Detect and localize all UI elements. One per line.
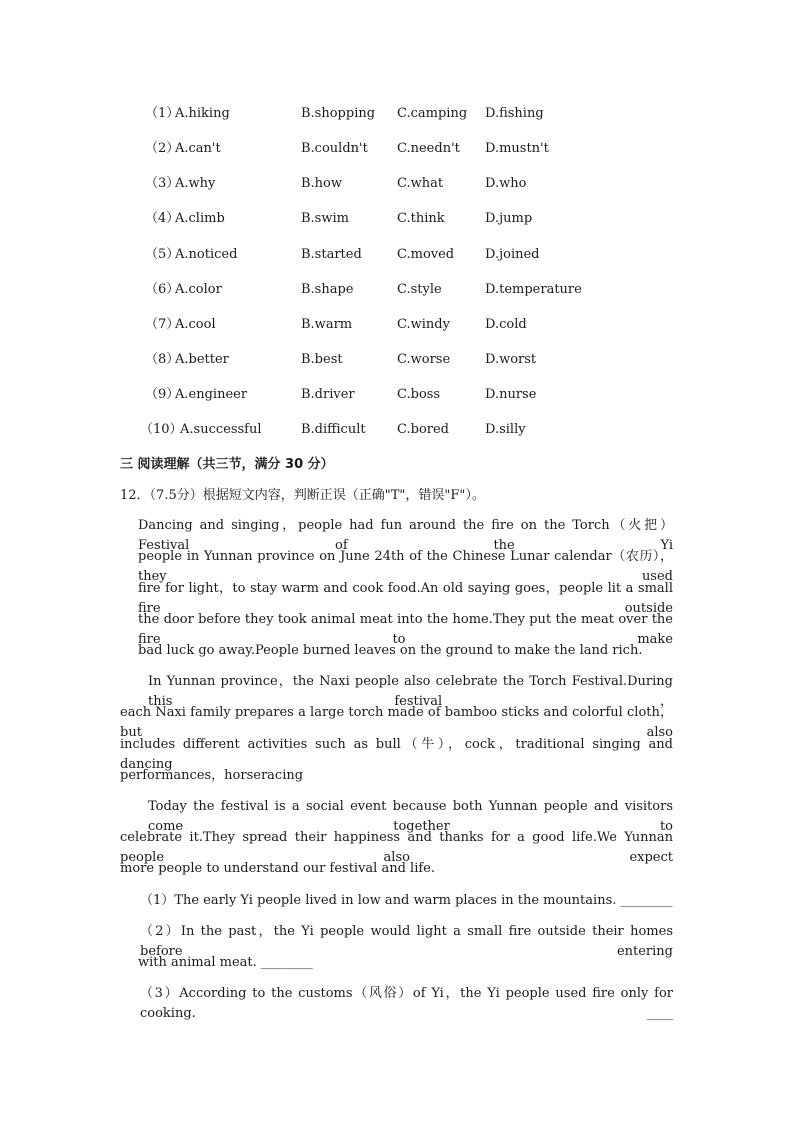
option-d: D.who xyxy=(485,176,527,191)
passage-line: Today the festival is a social event because both Yunnan people and visitors come together to xyxy=(148,799,673,834)
option-row xyxy=(0,209,794,229)
passage-line: Dancing and singing，people had fun around the fire on the Torch（火把）Festival of the Yi xyxy=(138,518,673,553)
option-b: B.started xyxy=(301,247,362,262)
question-item: （3）According to the customs（风俗）of Yi，the Yi people used fire only for cooking. ____ xyxy=(140,986,673,1021)
option-row xyxy=(0,350,794,370)
option-b: B.swim xyxy=(301,211,349,226)
passage-line: bad luck go away.People burned leaves on the ground to make the land rich. xyxy=(138,643,643,658)
option-c: C.camping xyxy=(397,106,468,121)
section-heading: 三 阅读理解（共三节，满分 30 分） xyxy=(120,457,334,472)
question-item-continued: with animal meat. ________ xyxy=(138,955,313,970)
option-row xyxy=(0,280,794,300)
passage-line: people in Yunnan province on June 24th of the Chinese Lunar calendar（农历），they used xyxy=(138,549,673,584)
option-c: C.style xyxy=(397,282,442,297)
option-row xyxy=(0,315,794,335)
option-c: C.think xyxy=(397,211,445,226)
passage-line: In Yunnan province，the Naxi people also celebrate the Torch Festival.During this festival， xyxy=(148,674,673,709)
option-d: D.temperature xyxy=(485,282,582,297)
passage-line: each Naxi family prepares a large torch made of bamboo sticks and colorful cloth，but also xyxy=(120,705,673,740)
option-d: D.joined xyxy=(485,247,540,262)
option-d: D.jump xyxy=(485,211,533,226)
option-number: （3） xyxy=(145,176,180,191)
option-row xyxy=(0,174,794,194)
option-d: D.nurse xyxy=(485,387,537,402)
option-number: （10） xyxy=(140,422,183,437)
passage-line: performances，horseracing xyxy=(120,768,304,783)
option-row xyxy=(0,139,794,159)
question-header: 12．（7.5分）根据短文内容，判断正误（正确"T"，错误"F"）。 xyxy=(120,488,485,503)
option-b: B.shape xyxy=(301,282,354,297)
option-b: B.how xyxy=(301,176,343,191)
passage-line: includes different activities such as bull（牛），cock，traditional singing and dancing xyxy=(120,737,673,772)
option-c: C.moved xyxy=(397,247,455,262)
option-a: A.cool xyxy=(175,317,216,332)
option-a: A.climb xyxy=(175,211,225,226)
option-a: A.better xyxy=(175,352,229,367)
option-b: B.couldn't xyxy=(301,141,368,156)
option-number: （5） xyxy=(145,247,180,262)
option-number: （7） xyxy=(145,317,180,332)
option-number: （2） xyxy=(145,141,180,156)
question-item: （2）In the past，the Yi people would light a small fire outside their homes before entering xyxy=(140,924,673,959)
passage-line: fire for light，to stay warm and cook food.An old saying goes，people lit a small fire outside xyxy=(138,581,673,616)
option-d: D.mustn't xyxy=(485,141,549,156)
option-b: B.warm xyxy=(301,317,353,332)
option-b: B.shopping xyxy=(301,106,376,121)
option-row xyxy=(0,385,794,405)
option-a: A.successful xyxy=(180,422,262,437)
option-a: A.hiking xyxy=(175,106,230,121)
option-d: D.cold xyxy=(485,317,527,332)
option-a: A.why xyxy=(175,176,216,191)
option-d: D.worst xyxy=(485,352,537,367)
option-number: （8） xyxy=(145,352,180,367)
passage-line: more people to understand our festival and life. xyxy=(120,861,435,876)
option-b: B.driver xyxy=(301,387,355,402)
option-row xyxy=(0,245,794,265)
option-c: C.needn't xyxy=(397,141,460,156)
option-number: （4） xyxy=(145,211,180,226)
option-number: （9） xyxy=(145,387,180,402)
option-number: （1） xyxy=(145,106,180,121)
option-a: A.color xyxy=(175,282,222,297)
option-a: A.noticed xyxy=(175,247,238,262)
option-b: B.best xyxy=(301,352,343,367)
option-c: C.what xyxy=(397,176,444,191)
option-c: C.worse xyxy=(397,352,451,367)
option-b: B.difficult xyxy=(301,422,366,437)
option-row xyxy=(0,104,794,124)
option-c: C.windy xyxy=(397,317,450,332)
option-c: C.bored xyxy=(397,422,449,437)
question-item: （1）The early Yi people lived in low and warm places in the mountains. ________ xyxy=(140,893,673,908)
option-row xyxy=(0,420,794,440)
passage-line: celebrate it.They spread their happiness and thanks for a good life.We Yunnan people also expect xyxy=(120,830,673,865)
option-d: D.fishing xyxy=(485,106,544,121)
option-a: A.engineer xyxy=(175,387,248,402)
option-number: （6） xyxy=(145,282,180,297)
passage-line: the door before they took animal meat into the home.They put the meat over the fire to make xyxy=(138,612,673,647)
option-d: D.silly xyxy=(485,422,526,437)
option-c: C.boss xyxy=(397,387,441,402)
option-a: A.can't xyxy=(175,141,221,156)
